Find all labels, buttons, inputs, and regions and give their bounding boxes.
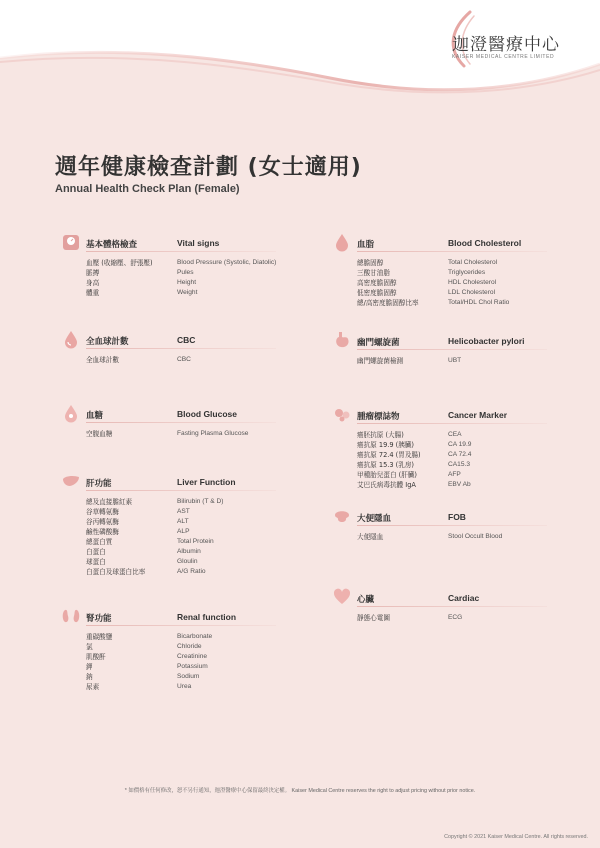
list-item: 總及直接膽紅素 Bilirubin (T & D) [86, 498, 224, 506]
stomach-icon [332, 330, 352, 350]
pricing-disclaimer: * 如價格有任何修改，恕不另行通知，迦澄醫療中心保留最終決定權。 Kaiser Medical Centre reserves the right to adjust pricing without prior notice. [124, 788, 476, 794]
list-item: 甲種胎兒蛋白 (肝臟) AFP [357, 471, 461, 479]
list-item: 身高 Height [86, 279, 197, 287]
section-title-en: Liver Function [177, 477, 236, 487]
section-helicobacter-pylori [357, 334, 567, 365]
drop-icon [61, 403, 81, 423]
logo-name-en: KAISER MEDICAL CENTRE LIMITED [452, 54, 555, 60]
list-item: 全血球計數 CBC [86, 356, 191, 364]
list-item: 癌抗原 15.3 (乳房) CA15.3 [357, 461, 470, 469]
list-item: 高密度膽固醇 HDL Cholesterol [357, 279, 497, 287]
list-item: 谷丙轉氨酶 ALT [86, 518, 189, 526]
section-title-cn: 血脂 [357, 240, 375, 250]
list-item: 血壓 (收縮壓、舒張壓) Blood Pressure (Systolic, Diatolic) [86, 259, 277, 267]
section-title-cn: 腫瘤標誌物 [357, 412, 400, 422]
section-renal-function [86, 610, 296, 691]
list-item: 白蛋白 Albumin [86, 548, 201, 556]
list-item: 鈉 Sodium [86, 673, 200, 681]
section-title-en: Cardiac [448, 593, 480, 603]
section-title-en: Blood Glucose [177, 409, 237, 419]
list-item: 重碳酸鹽 Bicarbonate [86, 633, 213, 641]
list-item: 氯 Chloride [86, 643, 202, 651]
intestine-icon [332, 506, 352, 526]
heart-icon [332, 587, 352, 607]
list-item: 靜態心電圖 ECG [357, 614, 463, 622]
list-item: 癌胚抗原 (大腸) CEA [357, 431, 462, 439]
section-blood-glucose [86, 407, 296, 438]
section-title-en: Vital signs [177, 238, 220, 248]
section-title-cn: 血糖 [86, 411, 104, 421]
fat-drop-icon [332, 232, 352, 252]
list-item: 球蛋白 Gloulin [86, 558, 198, 566]
section-title-cn: 全血球計數 [86, 337, 129, 347]
section-divider [357, 525, 547, 526]
list-item: 脈搏 Pules [86, 269, 194, 277]
section-title-en: Helicobacter pylori [448, 336, 525, 346]
list-item: 體重 Weight [86, 289, 198, 297]
scale-icon [61, 232, 81, 252]
section-divider [86, 251, 276, 252]
logo-name-cn: 迦澄醫療中心 [452, 35, 560, 55]
section-title-en: FOB [448, 512, 466, 522]
section-fob [357, 510, 567, 541]
section-vital-signs [86, 236, 296, 297]
list-item: 總/高密度膽固醇比率 Total/HDL Chol Ratio [357, 299, 510, 307]
section-title-cn: 心臟 [357, 595, 375, 605]
section-title-cn: 腎功能 [86, 614, 112, 624]
list-item: 低密度膽固醇 LDL Cholesterol [357, 289, 496, 297]
blood-drop-icon [61, 329, 81, 349]
list-item: 癌抗原 72.4 (胃及腸) CA 72.4 [357, 451, 472, 459]
list-item: 艾巴氏病毒抗體 IgA EBV Ab [357, 481, 471, 489]
list-item: 鹼性磷酸酶 ALP [86, 528, 190, 536]
list-item: 肌酸酐 Creatinine [86, 653, 208, 661]
section-title-cn: 基本體格檢查 [86, 240, 138, 250]
list-item: 白蛋白及球蛋白比率 A/G Ratio [86, 568, 206, 576]
list-item: 總膽固醇 Total Cholesterol [357, 259, 498, 267]
section-title-en: Cancer Marker [448, 410, 508, 420]
page-title-cn: 週年健康檢查計劃 (女士適用) [55, 155, 362, 180]
section-divider [357, 423, 547, 424]
section-divider [357, 349, 547, 350]
section-title-en: CBC [177, 335, 196, 345]
section-title-en: Renal function [177, 612, 237, 622]
list-item: 尿素 Urea [86, 683, 192, 691]
section-divider [86, 348, 276, 349]
liver-icon [61, 471, 81, 491]
list-item: 三酸甘油脂 Triglycerides [357, 269, 486, 277]
section-blood-cholesterol [357, 236, 567, 307]
section-divider [86, 490, 276, 491]
list-item: 谷草轉氨酶 AST [86, 508, 190, 516]
cell-icon [332, 404, 352, 424]
section-divider [357, 251, 547, 252]
list-item: 幽門螺旋菌檢測 UBT [357, 357, 462, 365]
section-title-cn: 大便隱血 [357, 514, 392, 524]
page-title-en: Annual Health Check Plan (Female) [55, 183, 240, 195]
list-item: 大便隱血 Stool Occult Blood [357, 533, 503, 541]
section-divider [357, 606, 547, 607]
section-cancer-marker [357, 408, 567, 489]
section-cardiac [357, 591, 567, 622]
list-item: 癌抗原 19.9 (胰臟) CA 19.9 [357, 441, 472, 449]
section-title-cn: 幽門螺旋菌 [357, 338, 400, 348]
section-divider [86, 625, 276, 626]
section-cbc [86, 333, 296, 364]
section-divider [86, 422, 276, 423]
section-title-cn: 肝功能 [86, 479, 112, 489]
kidney-icon [61, 606, 81, 626]
list-item: 鉀 Potassium [86, 663, 208, 671]
section-liver-function [86, 475, 296, 576]
copyright: Copyright © 2021 Kaiser Medical Centre. All rights reserved. [444, 834, 588, 840]
list-item: 總蛋白質 Total Protein [86, 538, 214, 546]
section-title-en: Blood Cholesterol [448, 238, 522, 248]
list-item: 空腹血糖 Fasting Plasma Glucose [86, 430, 249, 438]
